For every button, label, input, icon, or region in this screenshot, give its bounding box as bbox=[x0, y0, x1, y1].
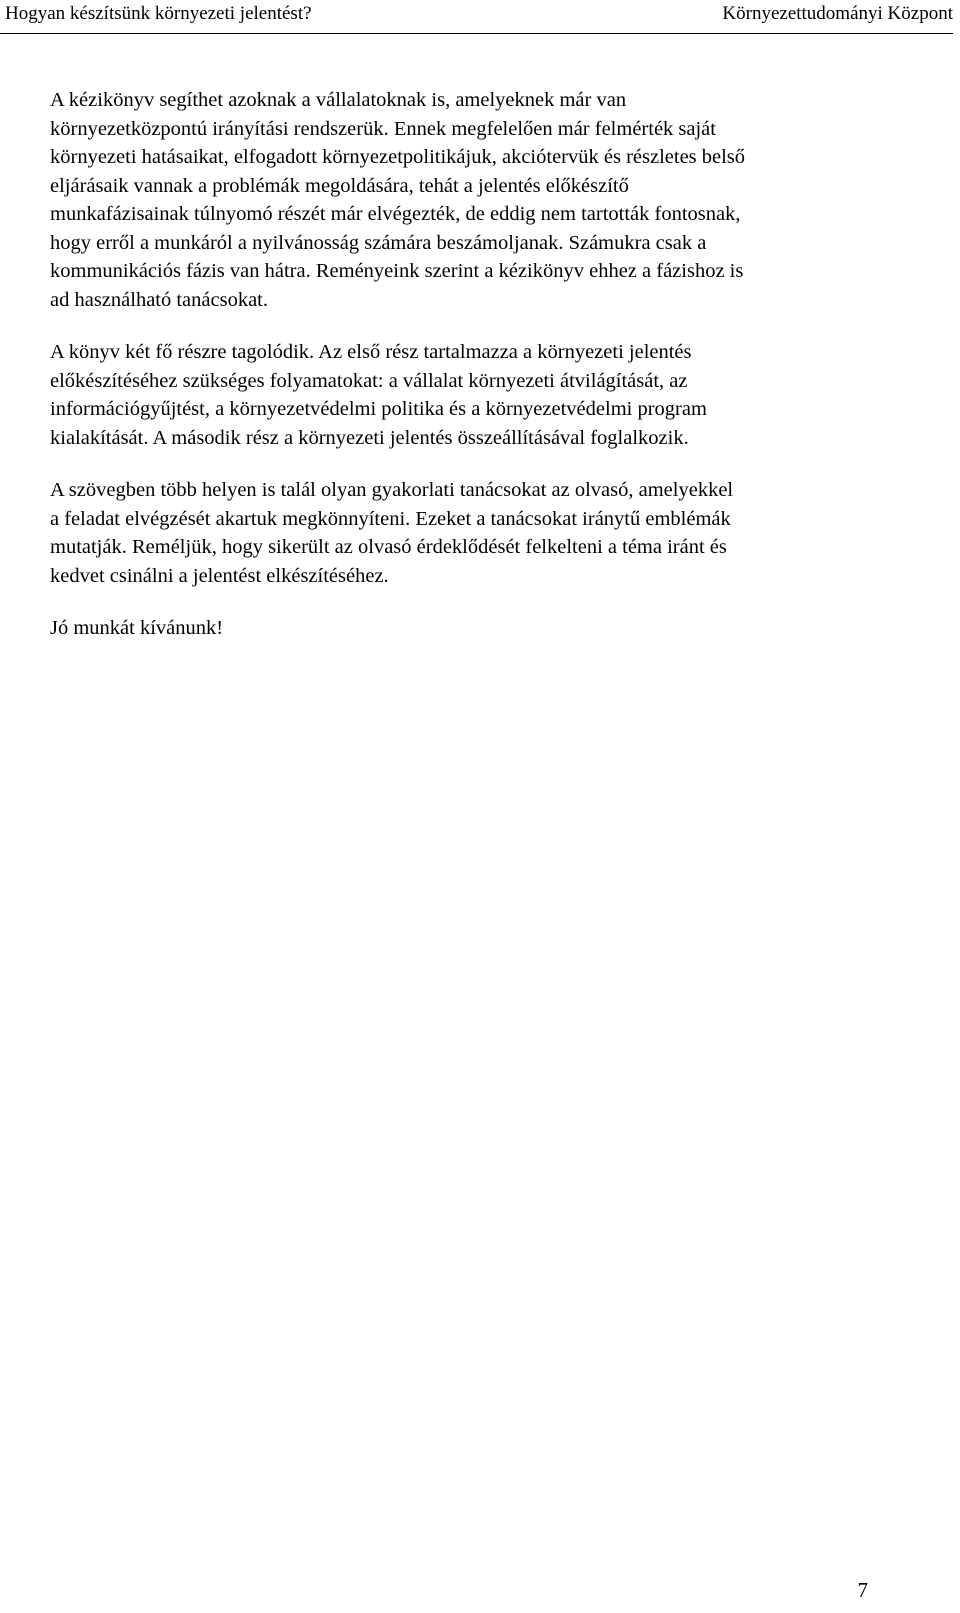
text-line: előkészítéséhez szükséges folyamatokat: a vállalat környezeti átvilágítását, az bbox=[50, 369, 688, 392]
text-line: kedvet csinálni a jelentést elkészítéséhez. bbox=[50, 564, 389, 587]
text-line: információgyűjtést, a környezetvédelmi politika és a környezetvédelmi program bbox=[50, 398, 707, 420]
text-line: mutatják. Reméljük, hogy sikerült az olvasó érdeklődését felkelteni a téma iránt és bbox=[50, 536, 727, 558]
text-line: A könyv két fő részre tagolódik. Az első rész tartalmazza a környezeti jelentés bbox=[50, 341, 692, 363]
text-line: ad használható tanácsokat. bbox=[50, 288, 269, 311]
text-line: kommunikációs fázis van hátra. Reményeink szerint a kézikönyv ehhez a fázishoz is bbox=[50, 260, 744, 282]
text-line: a feladat elvégzését akartuk megkönnyíteni. Ezeket a tanácsokat iránytű emblémák bbox=[50, 507, 731, 530]
text-line: A kézikönyv segíthet azoknak a vállalatoknak is, amelyeknek már van bbox=[50, 89, 627, 111]
text-line: hogy erről a munkáról a nyilvánosság számára beszámoljanak. Számukra csak a bbox=[50, 231, 707, 254]
text-line: Jó munkát kívánunk! bbox=[50, 617, 224, 639]
text-line: kialakítását. A második rész a környezeti jelentés összeállításával foglalkozik. bbox=[50, 426, 689, 449]
paragraph-structure bbox=[50, 338, 920, 452]
text-line: környezetközpontú irányítási rendszerük. Ennek megfelelően már felmérték saját bbox=[50, 117, 716, 140]
text-line: munkafázisainak túlnyomó részét már elvégezték, de eddig nem tartották fontosnak, bbox=[50, 203, 741, 225]
page-body bbox=[50, 86, 920, 667]
paragraph-closing bbox=[50, 614, 920, 643]
text-line: eljárásaik vannak a problémák megoldására, tehát a jelentés előkészítő bbox=[50, 174, 629, 197]
header-organization: Környezettudományi Központ bbox=[722, 3, 953, 24]
header-document-title: Hogyan készítsünk környezeti jelentést? bbox=[5, 3, 312, 24]
paragraph-intro bbox=[50, 86, 920, 314]
text-line: A szövegben több helyen is talál olyan gyakorlati tanácsokat az olvasó, amelyekkel bbox=[50, 479, 734, 501]
text-line: környezeti hatásaikat, elfogadott környezetpolitikájuk, akciótervük és részletes belső bbox=[50, 146, 746, 168]
page-number: 7 bbox=[857, 1578, 868, 1602]
running-header bbox=[0, 0, 953, 34]
paragraph-tips bbox=[50, 476, 920, 590]
